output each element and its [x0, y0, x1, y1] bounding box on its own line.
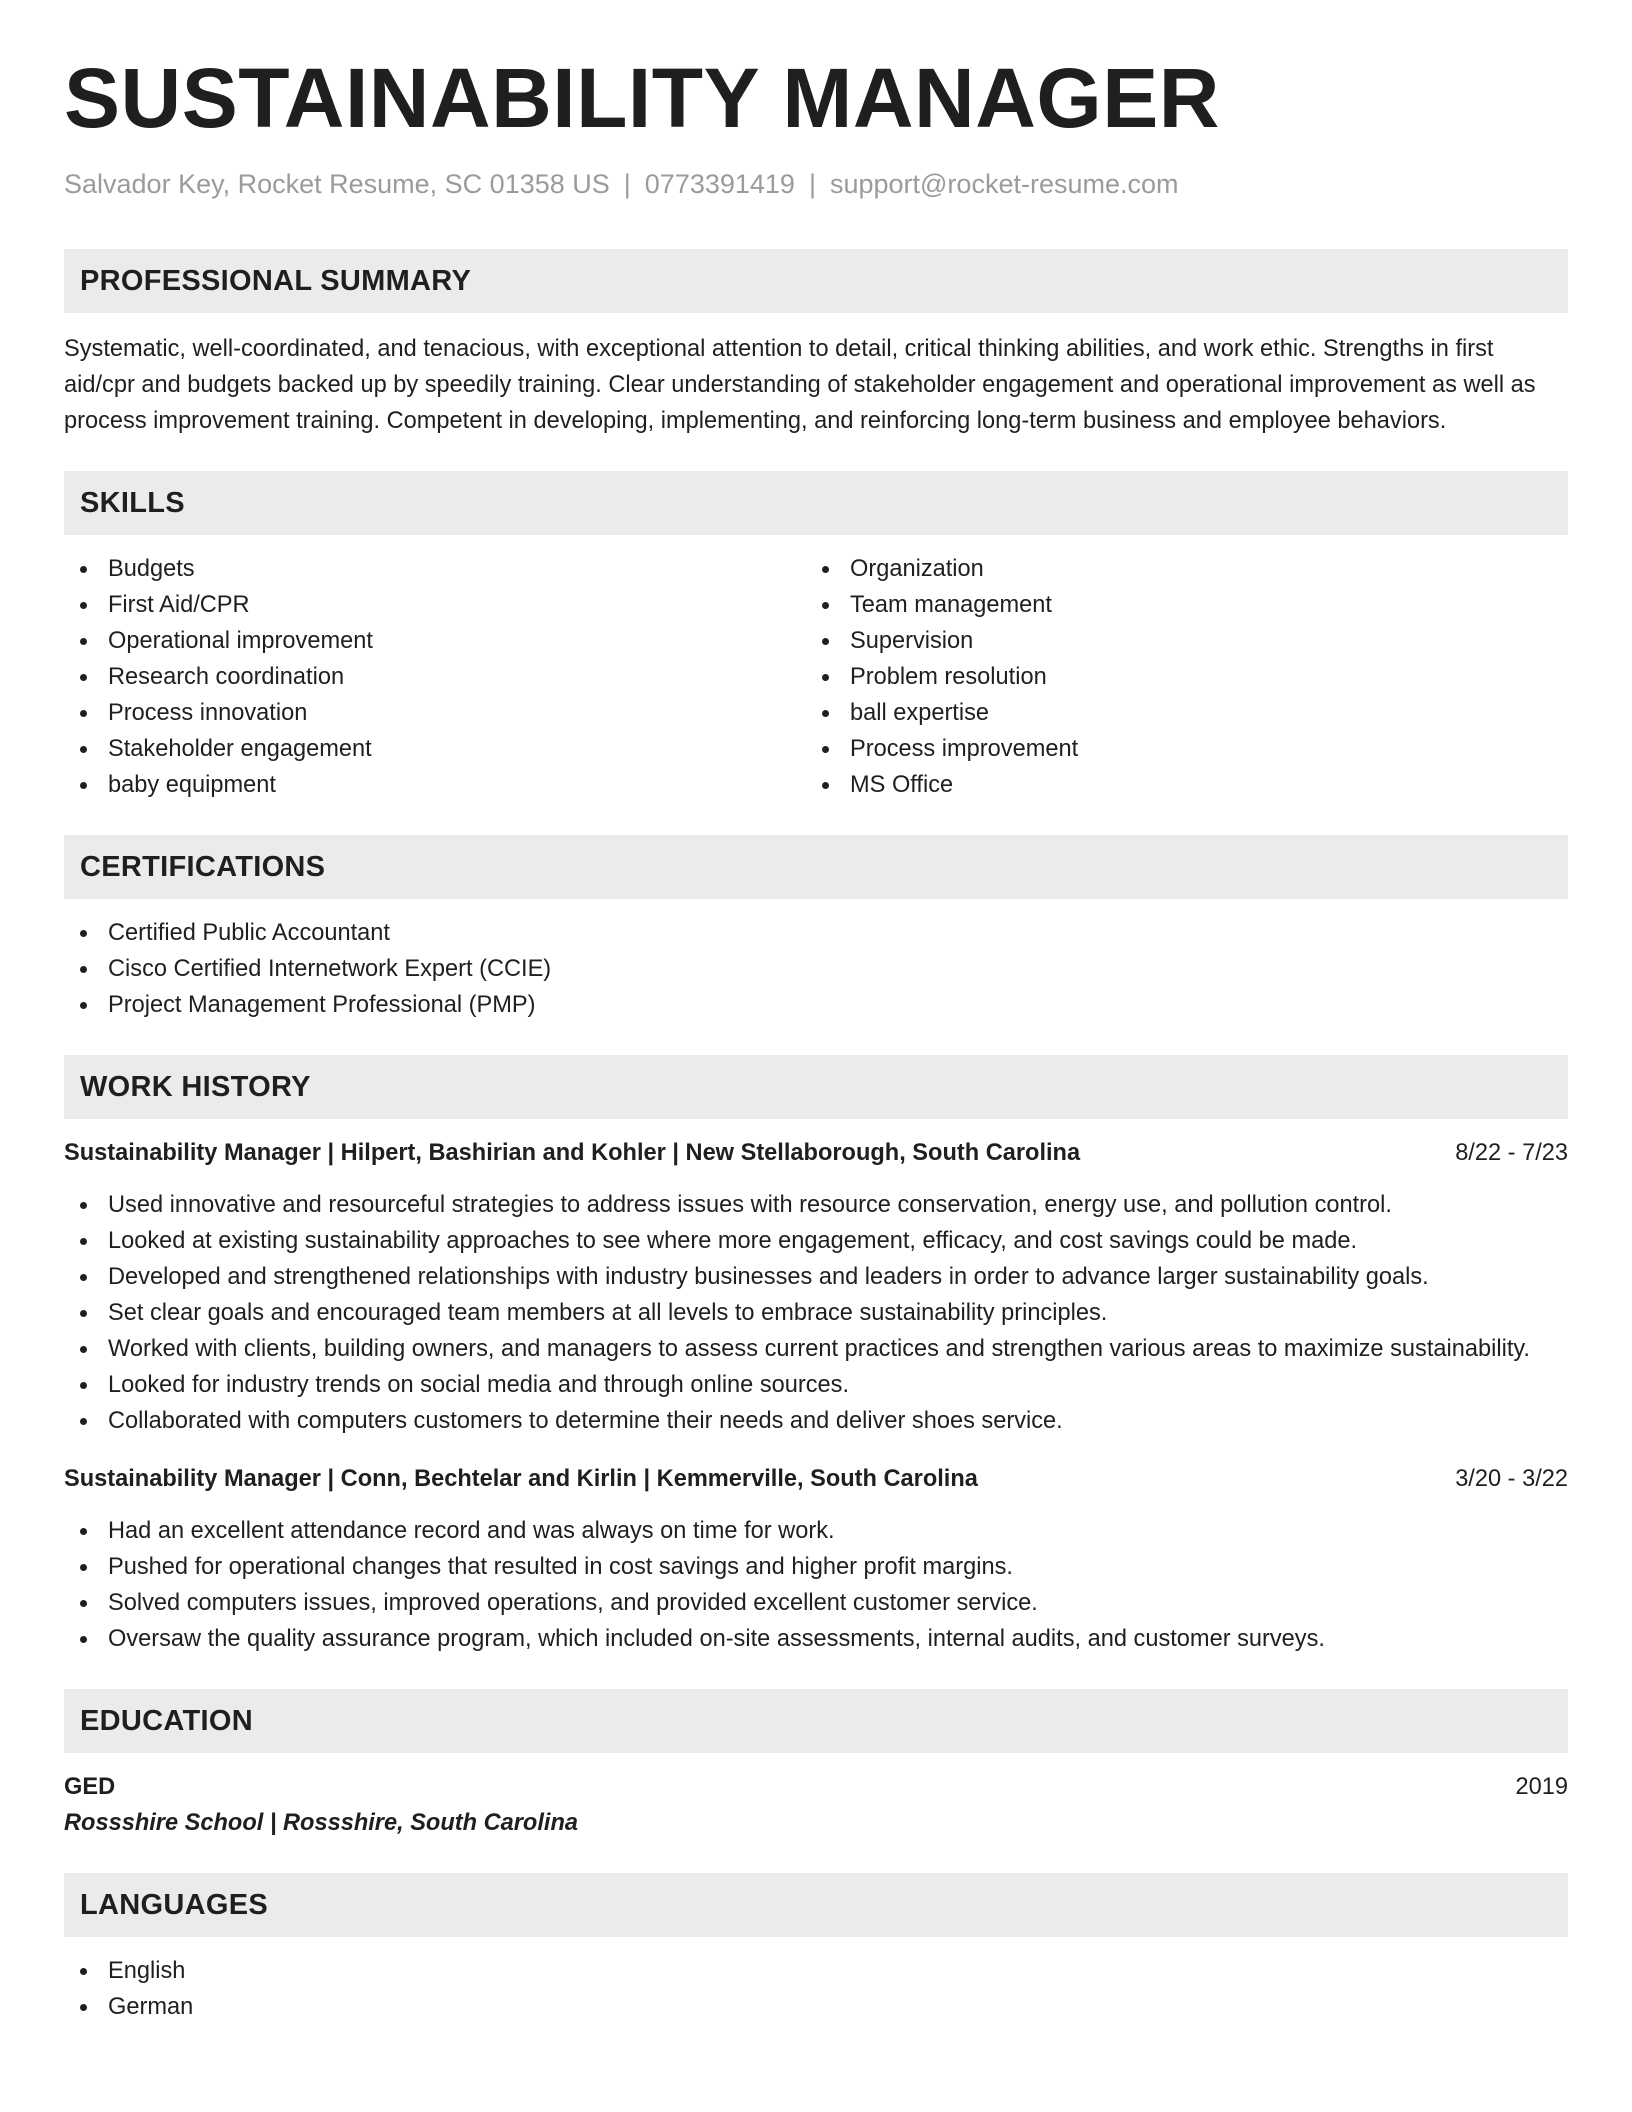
language-item: English — [64, 1953, 1568, 1989]
section-header-work-history: WORK HISTORY — [64, 1055, 1568, 1119]
skill-item: Research coordination — [64, 659, 806, 695]
section-header-education: EDUCATION — [64, 1689, 1568, 1753]
section-header-languages: LANGUAGES — [64, 1873, 1568, 1937]
education-school: Rossshire School | Rossshire, South Carolina — [64, 1810, 578, 1836]
job-duty: Developed and strengthened relationships with industry businesses and leaders in order to advance larger sustainability goals. — [64, 1259, 1568, 1295]
skill-item: Budgets — [64, 551, 806, 587]
skills-column-right — [806, 551, 1548, 803]
job-duty: Had an excellent attendance record and was always on time for work. — [64, 1513, 1568, 1549]
skill-item: Problem resolution — [806, 659, 1548, 695]
summary-text: Systematic, well-coordinated, and tenacious, with exceptional attention to detail, critical thinking abilities, and work ethic. Strengths in first aid/cpr and budgets backed up by speedily training. Clear understanding of stakeholder engagement and operational improvement as well as process improvement training. Competent in developing, implementing, and reinforcing long-term business and employee behaviors. — [64, 336, 1536, 434]
job-duty: Used innovative and resourceful strategies to address issues with resource conservation, energy use, and pollution control. — [64, 1187, 1568, 1223]
skills-list — [64, 551, 1568, 803]
contact-separator: | — [623, 169, 631, 199]
education-degree: GED — [64, 1774, 116, 1800]
contact-address: Salvador Key, Rocket Resume, SC 01358 US — [64, 169, 610, 199]
job-title: Sustainability Manager | Conn, Bechtelar and Kirlin | Kemmerville, South Carolina — [64, 1466, 978, 1492]
job-duty: Worked with clients, building owners, and managers to assess current practices and strengthen various areas to maximize sustainability. — [64, 1331, 1568, 1367]
job-duty: Pushed for operational changes that resulted in cost savings and higher profit margins. — [64, 1549, 1568, 1585]
job-dates: 3/20 - 3/22 — [1455, 1466, 1568, 1492]
certification-item: Cisco Certified Internetwork Expert (CCIE) — [64, 951, 1568, 987]
job-duty: Looked for industry trends on social media and through online sources. — [64, 1367, 1568, 1403]
job-heading — [64, 1135, 1568, 1171]
contact-line — [64, 171, 1568, 198]
skill-item: ball expertise — [806, 695, 1548, 731]
skill-item: Supervision — [806, 623, 1548, 659]
job-duties-list — [64, 1513, 1568, 1657]
section-header-summary: PROFESSIONAL SUMMARY — [64, 249, 1568, 313]
contact-phone: 0773391419 — [644, 169, 795, 199]
contact-email: support@rocket-resume.com — [829, 169, 1179, 199]
section-header-certifications: CERTIFICATIONS — [64, 835, 1568, 899]
contact-separator: | — [808, 169, 816, 199]
skill-item: First Aid/CPR — [64, 587, 806, 623]
skill-item: Operational improvement — [64, 623, 806, 659]
candidate-title: SUSTAINABILITY MANAGER — [64, 51, 1220, 145]
skill-item: Organization — [806, 551, 1548, 587]
job-duty: Collaborated with computers customers to determine their needs and deliver shoes service. — [64, 1403, 1568, 1439]
skill-item: Process improvement — [806, 731, 1548, 767]
certification-item: Certified Public Accountant — [64, 915, 1568, 951]
job-heading — [64, 1461, 1568, 1497]
job-duty: Set clear goals and encouraged team members at all levels to embrace sustainability principles. — [64, 1295, 1568, 1331]
job-title: Sustainability Manager | Hilpert, Bashirian and Kohler | New Stellaborough, South Carolina — [64, 1140, 1081, 1166]
skill-item: Process innovation — [64, 695, 806, 731]
job-duty: Solved computers issues, improved operations, and provided excellent customer service. — [64, 1585, 1568, 1621]
languages-list — [64, 1953, 1568, 2025]
skill-item: MS Office — [806, 767, 1548, 803]
skill-item: baby equipment — [64, 767, 806, 803]
certification-item: Project Management Professional (PMP) — [64, 987, 1568, 1023]
section-header-skills: SKILLS — [64, 471, 1568, 535]
job-dates: 8/22 - 7/23 — [1455, 1140, 1568, 1166]
skills-column-left — [64, 551, 806, 803]
language-item: German — [64, 1989, 1568, 2025]
job-duty: Oversaw the quality assurance program, which included on-site assessments, internal audits, and customer surveys. — [64, 1621, 1568, 1657]
job-duty: Looked at existing sustainability approaches to see where more engagement, efficacy, and cost savings could be made. — [64, 1223, 1568, 1259]
skill-item: Team management — [806, 587, 1548, 623]
certifications-list — [64, 915, 1568, 1023]
education-year: 2019 — [1515, 1774, 1568, 1800]
education-heading — [64, 1769, 1568, 1805]
job-duties-list — [64, 1187, 1568, 1439]
skill-item: Stakeholder engagement — [64, 731, 806, 767]
